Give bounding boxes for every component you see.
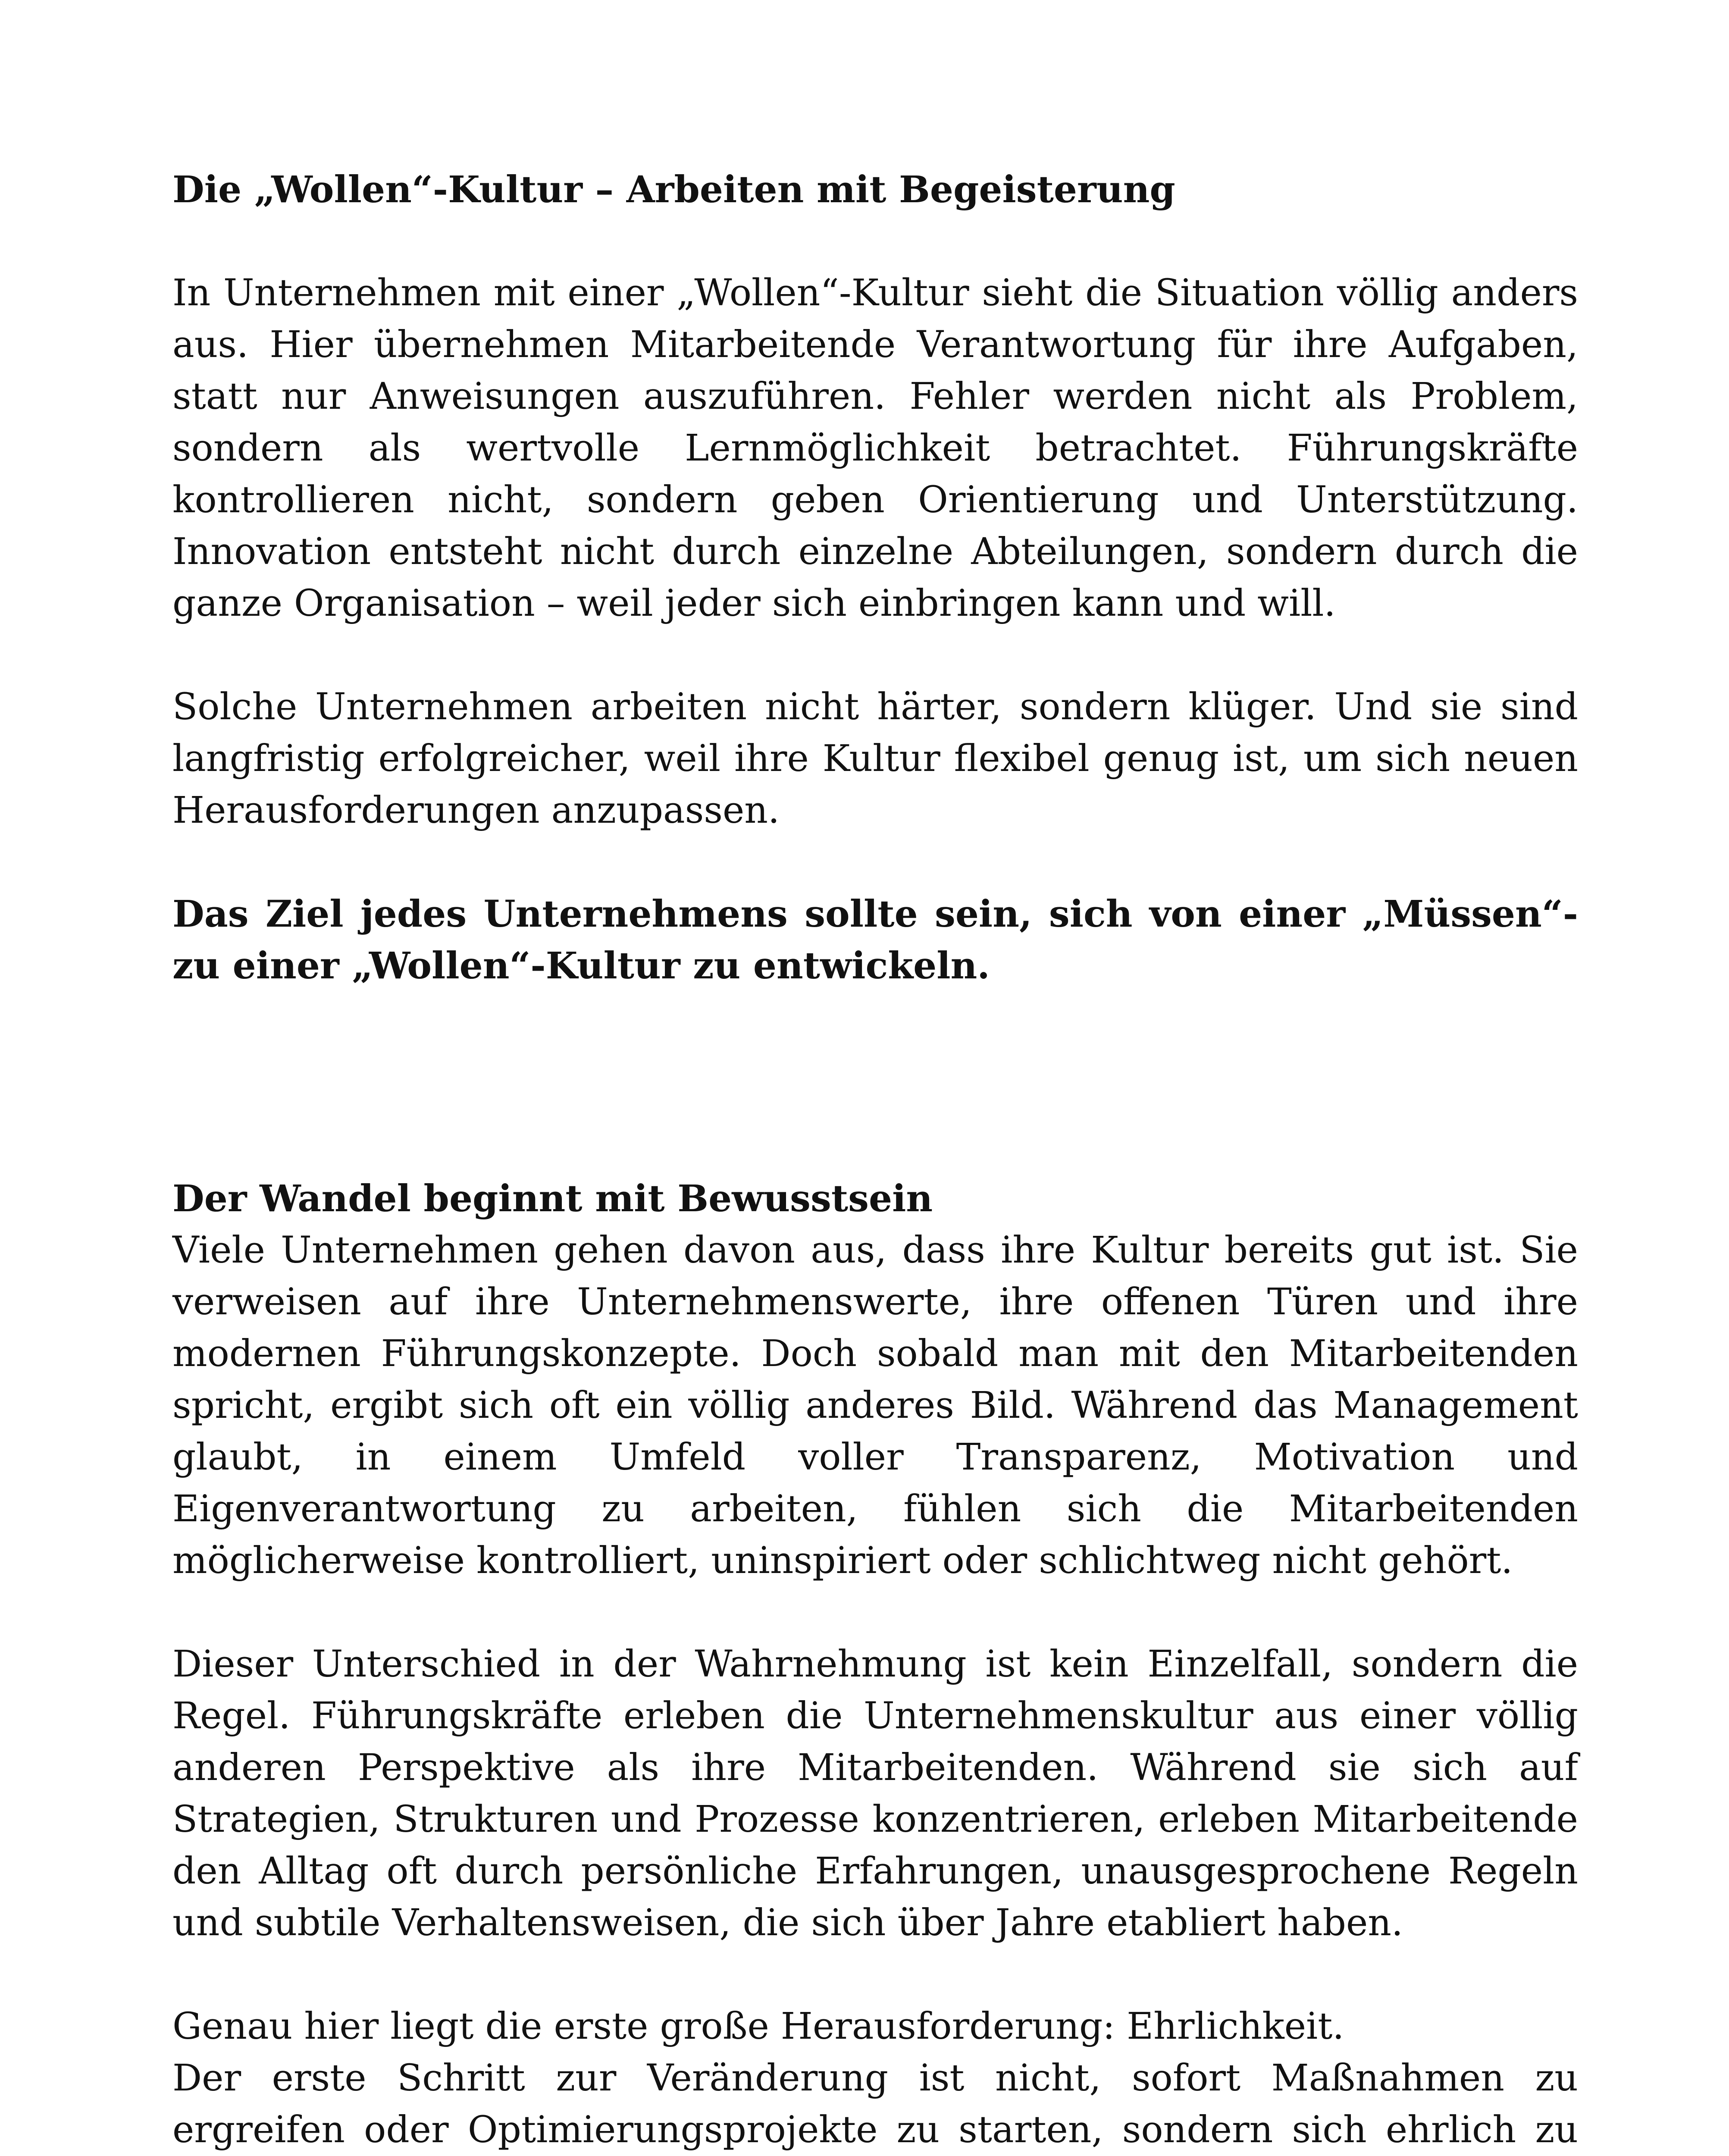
- paragraph: In Unternehmen mit einer „Wollen“-Kultur sieht die Situation völlig anders aus. Hier übernehmen Mitarbeitende Verantwortung für ihre Aufgaben, statt nur Anweisungen auszuführen. Fehler werden nicht als Problem, sondern als wertvolle Lernmöglichkeit betrachtet. Führungskräfte kontrollieren nicht, sondern geben Orientierung und Unterstützung. Innovation entsteht nicht durch einzelne Abteilungen, sondern durch die ganze Organisation – weil jeder sich einbringen kann und will.: [172, 272, 1578, 625]
- key-statement: Das Ziel jedes Unternehmens sollte sein, sich von einer „Müssen“- zu einer „Wollen“-Kultur zu entwickeln.: [172, 893, 1578, 987]
- paragraph: Der erste Schritt zur Veränderung ist nicht, sofort Maßnahmen zu ergreifen oder Optimierungsprojekte zu starten, sondern sich ehrlich zu: [172, 2057, 1578, 2151]
- paragraph: Viele Unternehmen gehen davon aus, dass ihre Kultur bereits gut ist. Sie verweisen auf ihre Unternehmenswerte, ihre offenen Türen und ihre modernen Führungskonzepte. Doch sobald man mit den Mitarbeitenden spricht, ergibt sich oft ein völlig anderes Bild. Während das Management glaubt, in einem Umfeld voller Transparenz, Motivation und Eigenverantwortung zu arbeiten, fühlen sich die Mitarbeitenden möglicherweise kontrolliert, uninspiriert oder schlichtweg nicht gehört.: [172, 1229, 1578, 1582]
- section-heading-wollen-kultur: Die „Wollen“-Kultur – Arbeiten mit Begeisterung: [172, 168, 1175, 211]
- paragraph: Solche Unternehmen arbeiten nicht härter, sondern klüger. Und sie sind langfristig erfolgreicher, weil ihre Kultur flexibel genug ist, um sich neuen Herausforderungen anzupassen.: [172, 686, 1578, 832]
- section-heading-wandel: Der Wandel beginnt mit Bewusstsein: [172, 1177, 933, 1220]
- paragraph-line: Genau hier liegt die erste große Herausforderung: Ehrlichkeit.: [172, 2005, 1344, 2048]
- page-content: [172, 164, 1578, 2156]
- paragraph: Dieser Unterschied in der Wahrnehmung ist kein Einzelfall, sondern die Regel. Führungskräfte erleben die Unternehmenskultur aus einer völlig anderen Perspektive als ihre Mitarbeitenden. Während sie sich auf Strategien, Strukturen und Prozesse konzentrieren, erleben Mitarbeitende den Alltag oft durch persönliche Erfahrungen, unausgesprochene Regeln und subtile Verhaltensweisen, die sich über Jahre etabliert haben.: [172, 1643, 1578, 1944]
